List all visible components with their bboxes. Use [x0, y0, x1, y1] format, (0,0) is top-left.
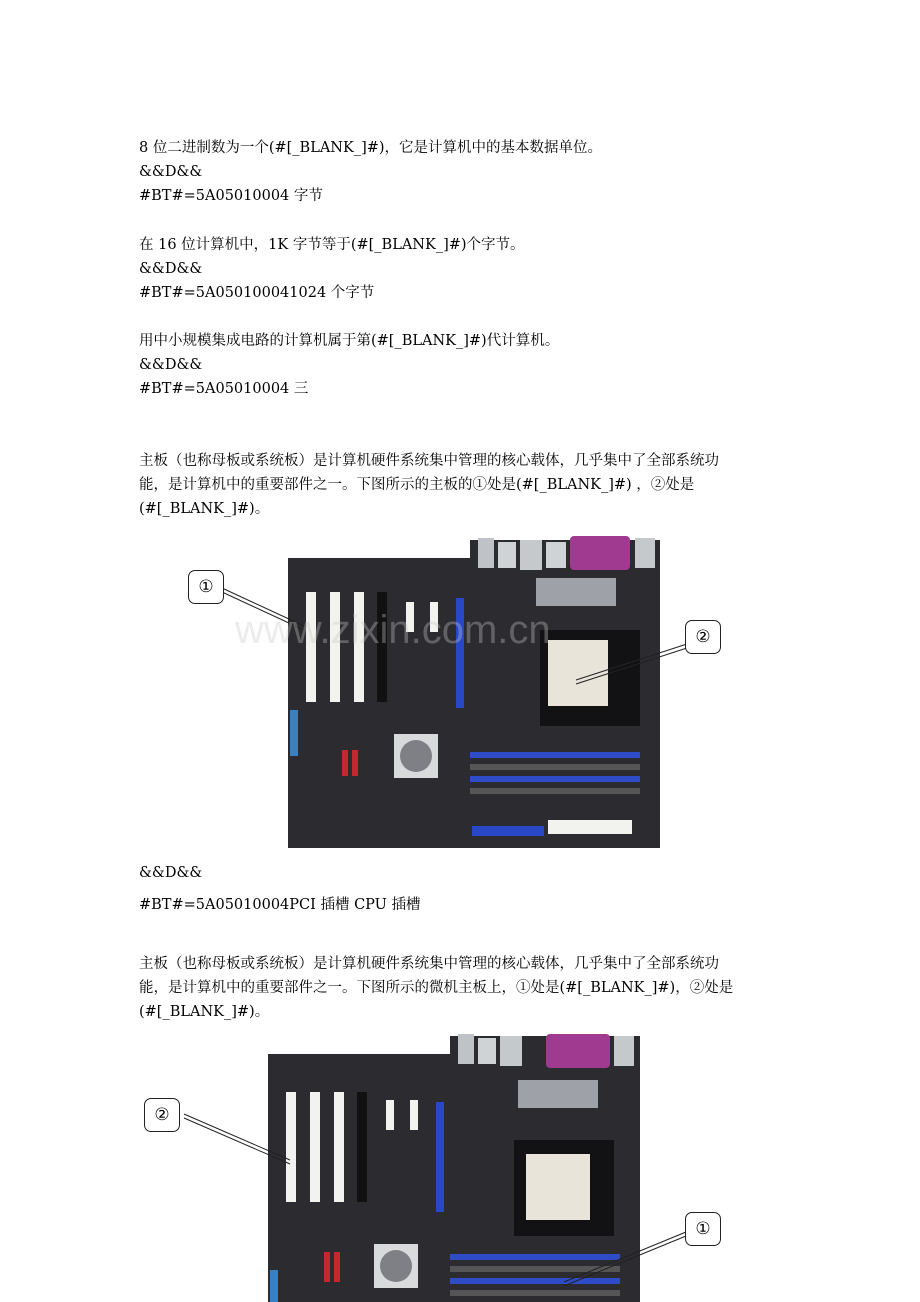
- question-4-answer: #BT#=5A05010004PCI 插槽 CPU 插槽: [139, 897, 421, 913]
- question-4-stem-line-3: (#[_BLANK_]#)。: [139, 501, 270, 517]
- question-2-answer: #BT#=5A050100041024 个字节: [139, 285, 375, 301]
- question-1-marker: &&D&&: [139, 164, 203, 180]
- question-2-stem: 在 16 位计算机中，1K 字节等于(#[_BLANK_]#)个字节。: [139, 237, 525, 253]
- motherboard-figure-1: [180, 530, 740, 855]
- question-5-stem-line-2: 能，是计算机中的重要部件之一。下图所示的微机主板上，①处是(#[_BLANK_]#)，②处是: [139, 980, 734, 996]
- question-2-marker: &&D&&: [139, 261, 203, 277]
- question-3-marker: &&D&&: [139, 357, 203, 373]
- question-3-answer: #BT#=5A05010004 三: [139, 381, 309, 397]
- question-1-stem: 8 位二进制数为一个(#[_BLANK_]#)，它是计算机中的基本数据单位。: [139, 140, 603, 156]
- motherboard-figure-2: [140, 1030, 740, 1302]
- parallel-port-shape: [570, 536, 630, 570]
- question-4-stem-line-1: 主板（也称母板或系统板）是计算机硬件系统集中管理的核心载体，几乎集中了全部系统功: [139, 453, 719, 469]
- callout-2: ②: [685, 620, 721, 654]
- question-4-marker: &&D&&: [139, 865, 203, 881]
- question-5-stem-line-3: (#[_BLANK_]#)。: [139, 1004, 270, 1020]
- question-1-answer: #BT#=5A05010004 字节: [139, 188, 323, 204]
- callout-1-right: ①: [685, 1212, 721, 1246]
- motherboard-image-1: [180, 530, 740, 855]
- question-4-stem-line-2: 能，是计算机中的重要部件之一。下图所示的主板的①处是(#[_BLANK_]#) ，②处是: [139, 477, 695, 493]
- question-5-stem-line-1: 主板（也称母板或系统板）是计算机硬件系统集中管理的核心载体，几乎集中了全部系统功: [139, 956, 719, 972]
- motherboard-image-2: [140, 1030, 740, 1302]
- question-3-stem: 用中小规模集成电路的计算机属于第(#[_BLANK_]#)代计算机。: [139, 333, 560, 349]
- callout-2-left: ②: [144, 1098, 180, 1132]
- callout-1: ①: [188, 570, 224, 604]
- watermark: www.zixin.com.cn: [235, 608, 551, 652]
